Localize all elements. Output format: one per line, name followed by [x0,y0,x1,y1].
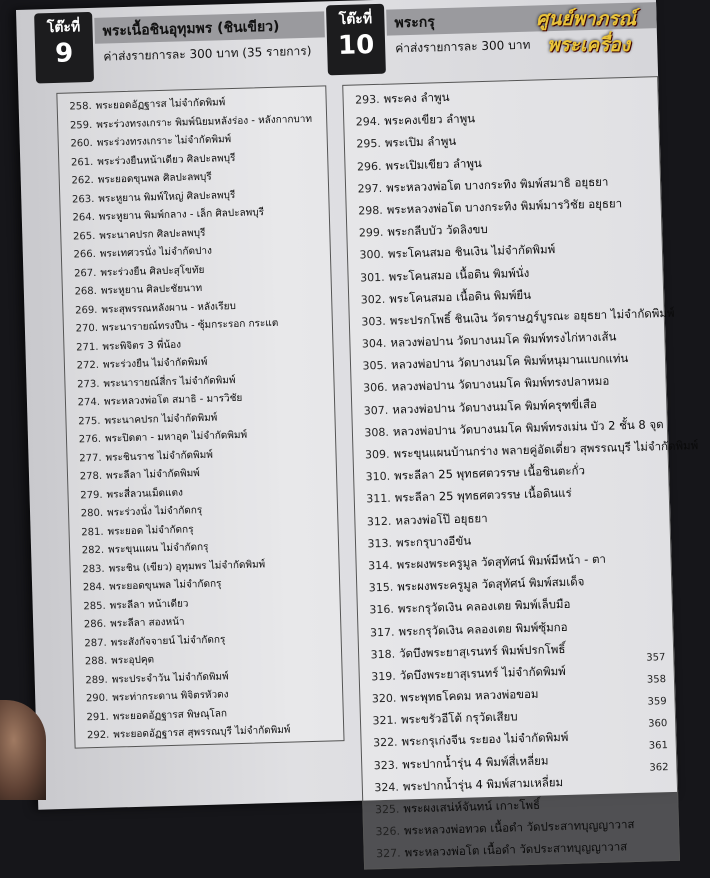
item-name: พระยอดอัฏฐารส สุพรรณบุรี ไม่จำกัดพิมพ์ [113,724,291,741]
item-name: พระกรุเก่งจีน ระยอง ไม่จำกัดพิมพ์ [401,730,569,749]
item-name: พระพุทธโคดม หลวงพ่อขอม [400,686,539,705]
item-name: พระนาคปรก ไม่จำกัดพิมพ์ [104,412,218,427]
item-name: พระชินราช ไม่จำกัดพิมพ์ [105,449,213,464]
item-number: 264. [72,211,95,224]
item-name: พระหลวงพ่อทวด เนื้อดำ วัดประสาทบุญญาวาส [403,817,635,838]
item-number: 277. [79,452,102,464]
item-number: 266. [73,248,97,261]
item-number: 265. [72,230,96,242]
item-name: พระกรุวัดเงิน คลองเตย พิมพ์เล็บมือ [397,597,571,616]
item-name: พระหลวงพ่อโต บางกระทิง พิมพ์สมาธิ อยุธยา [385,174,609,195]
item-number: 272. [76,359,100,372]
item-number: 324. [374,780,400,795]
edge-number: 357 [646,652,666,664]
item-number: 275. [78,415,101,427]
item-name: พระคงเขียว ลำพูน [384,111,476,128]
item-number: 294. [355,115,381,129]
table-9 [34,1,326,742]
item-number: 322. [372,736,398,750]
table-title: พระกรุ [386,2,657,36]
item-number: 278. [79,470,103,483]
item-number: 305. [362,359,388,373]
table-subtitle: ค่าส่งรายการละ 300 บาท (35 รายการ) [103,43,312,64]
item-number: 304. [361,336,387,351]
item-number: 282. [81,544,105,557]
catalog-page [16,0,699,861]
item-name: พระขุนแผนบ้านกร่าง พลายคู่อัดเดี่ยว สุพรรณบุรี ไม่จำกัดพิมพ์ [393,438,699,461]
next-page-edge-numbers [646,652,678,785]
item-number: 317. [369,625,395,639]
item-number: 285. [83,600,106,612]
badge-number: 9 [54,38,74,69]
item-name: พระพิจิตร 3 พี่น้อง [102,339,182,353]
item-name: พระเปิม ลำพูน [384,134,457,151]
item-number: 269. [74,304,98,316]
item-number: 311. [366,492,391,506]
item-number: 308. [364,425,390,440]
item-number: 283. [82,563,105,575]
item-number: 315. [368,580,394,595]
item-name: พระยอดขุนพล ไม่จำกัดกรุ [108,578,222,593]
item-number: 280. [80,507,104,520]
item-name: พระเทศวรนั่ง ไม่จำกัดปาง [99,245,213,260]
item-name: หลวงพ่อปาน วัดบางนมโค พิมพ์ทรงเม่น บัว 2 ชั้น 8 จุด [392,416,664,439]
item-name: พระยอดอัฏฐารส พิษณุโลก [112,707,228,723]
item-name: พระชิน (เขียว) อุทุมพร ไม่จำกัดพิมพ์ [108,558,266,575]
item-number: 292. [86,729,110,742]
item-name: พระโคนสมอ เนื้อดิน พิมพ์ยืน [389,287,532,306]
item-name: พระลีลา ไม่จำกัดพิมพ์ [105,468,200,482]
item-name: พระยอดขุนพล ศิลปะลพบุรี [97,171,212,186]
item-number: 279. [80,489,103,501]
item-number: 320. [371,691,397,706]
item-number: 300. [359,248,385,262]
item-number: 276. [78,433,102,446]
item-number: 274. [77,396,101,409]
item-number: 268. [74,285,98,298]
edge-number: 362 [649,762,669,774]
item-list [342,76,699,869]
item-number: 307. [363,403,389,418]
item-name: พระหลวงพ่อโต เนื้อดำ วัดประสาทบุญญาวาส [404,839,628,860]
item-number: 327. [376,846,401,861]
table-subtitle: ค่าส่งรายการละ 300 บาท [395,37,531,56]
item-number: 299. [358,225,384,240]
item-number: 281. [81,526,104,538]
item-name: พระปรกโพธิ์ ชินเงิน วัดราษฎร์บูรณะ อยุธยา ไม่จำกัดพิมพ์ [389,305,675,328]
logo-line-2: พระเครื่อง [546,34,630,56]
item-name: พระนารายณ์สี่กร ไม่จำกัดพิมพ์ [103,374,236,390]
item-name: พระขุนแผน ไม่จำกัดกรุ [107,541,209,556]
item-number: 295. [356,137,382,151]
item-number: 290. [85,692,109,705]
badge-label: โต๊ะที่ [46,19,81,37]
item-name: พระสังกัจจายน์ ไม่จำกัดกรุ [110,633,226,649]
item-name: พระร่วงทรงเกราะ ไม่จำกัดพิมพ์ [96,134,232,149]
item-number: 267. [73,267,97,279]
item-name: พระร่วงยืน ศิลปะสุโขทัย [100,264,205,279]
item-name: พระร่วงยืน ไม่จำกัดพิมพ์ [102,356,208,371]
item-number: 301. [359,270,385,284]
item-name: หลวงพ่อปาน วัดบางนมโค พิมพ์หนุมานแบกแท่น [390,351,629,372]
item-number: 323. [373,758,399,772]
item-name: พระยอดอัฏฐารส ไม่จำกัดพิมพ์ [95,97,226,112]
item-number: 288. [84,655,108,668]
item-name: วัดบึงพระยาสุเรนทร์ พิมพ์ปรกโพธิ์ [398,641,566,661]
item-name: พระนารายณ์ทรงปืน - ซุ้มกระรอก กระแต [101,317,279,334]
item-name: พระประจำวัน ไม่จำกัดพิมพ์ [111,670,229,686]
item-name: พระกรุบางอีขัน [395,533,472,550]
item-name: พระนาคปรก ศิลปะลพบุรี [99,227,206,242]
badge-label: โต๊ะที่ [338,11,373,28]
item-name: พระร่วงทรงเกราะ พิมพ์นิยมหลังร่อง - หลังกากบาท [96,113,313,131]
item-name: พระปิดตา - มหาอุด ไม่จำกัดพิมพ์ [104,429,248,445]
item-name: พระปากน้ำรุ่น 4 พิมพ์สามเหลี่ยม [402,774,564,794]
item-name: หลวงพ่อโป๊ อยุธยา [395,510,488,528]
item-number: 286. [83,618,107,631]
item-name: พระอุปคุต [111,654,155,667]
item-number: 298. [358,203,383,218]
item-number: 263. [71,193,95,206]
table-9-header [34,1,326,89]
item-number: 313. [367,536,393,551]
item-number: 314. [367,558,393,573]
item-name: พระลีลา สองหน้า [110,616,185,630]
item-number: 309. [364,447,390,462]
item-number: 303. [361,314,387,329]
item-number: 270. [75,322,99,335]
badge-number: 10 [337,30,375,62]
edge-number: 358 [646,674,667,686]
item-number: 318. [370,647,396,662]
item-number: 316. [369,602,395,617]
item-name: พระยอด ไม่จำกัดกรุ [107,523,194,538]
item-name: พระลีลา หน้าเดียว [109,597,189,612]
item-name: พระกลีบบัว วัดลิงขบ [387,222,488,239]
item-number: 271. [76,341,99,353]
item-number: 326. [375,824,401,839]
table-number-badge [326,4,386,76]
item-number: 262. [71,174,94,187]
item-name: พระคง ลำพูน [383,89,450,106]
item-number: 273. [77,378,100,390]
edge-number: 359 [647,696,667,708]
item-name: พระผงพระครูมูล วัดสุทัศน์ พิมพ์สมเด็จ [397,574,585,594]
item-name: พระร่วงนั่ง ไม่จำกัดกรุ [106,504,203,519]
item-number: 297. [357,181,383,196]
item-number: 258. [69,100,92,113]
item-number: 325. [374,802,400,817]
item-name: พระร่วงยืนหน้าเดียว ศิลปะลพบุรี [97,152,236,168]
table-title: พระเนื้อชินอุทุมพร (ชินเขียว) [94,11,325,43]
item-number: 312. [366,514,392,528]
item-number: 289. [85,674,108,686]
item-name: พระเปิมเขียว ลำพูน [385,155,482,173]
item-name: พระขรัวอีโต้ กรุวัดเสียบ [400,709,518,727]
item-name: พระสุพรรณหลังผาน - หลังเรียบ [101,300,237,316]
item-number: 319. [371,669,396,684]
item-name: พระโคนสมอ ชินเงิน ไม่จำกัดพิมพ์ [387,242,556,262]
item-name: พระสี่ลวนเม็ดแตง [106,487,184,501]
shop-logo [486,6,636,68]
item-name: หลวงพ่อปาน วัดบางนมโค พิมพ์ทรงไก่หางเส้น [390,329,617,350]
item-name: หลวงพ่อปาน วัดบางนมโค พิมพ์ครุฑขี่เสือ [392,396,598,417]
item-number: 284. [82,581,106,594]
logo-line-1: ศูนย์พาภรณ์ [536,8,636,30]
item-name: พระลีลา 25 พุทธศตวรรษ เนื้อดินแร่ [394,486,572,505]
item-name: พระกรุวัดเงิน คลองเตย พิมพ์ซุ้มกอ [398,619,568,639]
item-name: พระผงเสน่ห์จันทน์ เกาะโพธิ์ [403,797,541,816]
item-name: พระผงพระครูมูล วัดสุทัศน์ พิมพ์มีหน้า - ตา [396,551,607,572]
item-number: 259. [69,119,93,132]
item-number: 296. [356,159,382,174]
item-name: พระหลวงพ่อโต บางกระทิง พิมพ์มารวิชัย อยุธยา [386,196,623,217]
item-name: พระปากน้ำรุ่น 4 พิมพ์สี่เหลี่ยม [402,753,549,772]
item-name: พระหลวงพ่อโต สมาธิ - มารวิชัย [103,392,243,408]
table-number-badge [34,12,94,84]
item-number: 310. [365,469,391,484]
item-number: 291. [86,711,109,723]
item-number: 260. [70,137,93,150]
item-name: พระหูยาน พิมพ์ใหญ่ ศิลปะลพบุรี [98,189,236,205]
item-list [56,85,344,748]
item-name: พระหูยาน พิมพ์กลาง - เล็ก ศิลปะลพบุรี [98,207,265,223]
item-number: 287. [84,637,107,649]
item-number: 302. [360,292,386,307]
item-name: พระหูยาน ศิลปะชัยนาท [100,282,203,297]
edge-number: 360 [648,718,668,730]
item-number: 321. [372,713,398,728]
item-name: พระโคนสมอ เนื้อดิน พิมพ์นั่ง [388,265,530,284]
item-name: หลวงพ่อปาน วัดบางนมโค พิมพ์ทรงปลาหมอ [391,374,610,395]
item-name: พระท่ากระดาน พิจิตรหัวดง [112,689,229,704]
item-number: 306. [363,381,388,395]
edge-number: 361 [648,740,669,752]
item-name: พระลีลา 25 พุทธศตวรรษ เนื้อชินตะกั่ว [393,463,586,483]
item-number: 293. [354,92,380,107]
item-name: วัดบึงพระยาสุเรนทร์ ไม่จำกัดพิมพ์ [399,663,566,683]
item-number: 261. [70,156,94,169]
